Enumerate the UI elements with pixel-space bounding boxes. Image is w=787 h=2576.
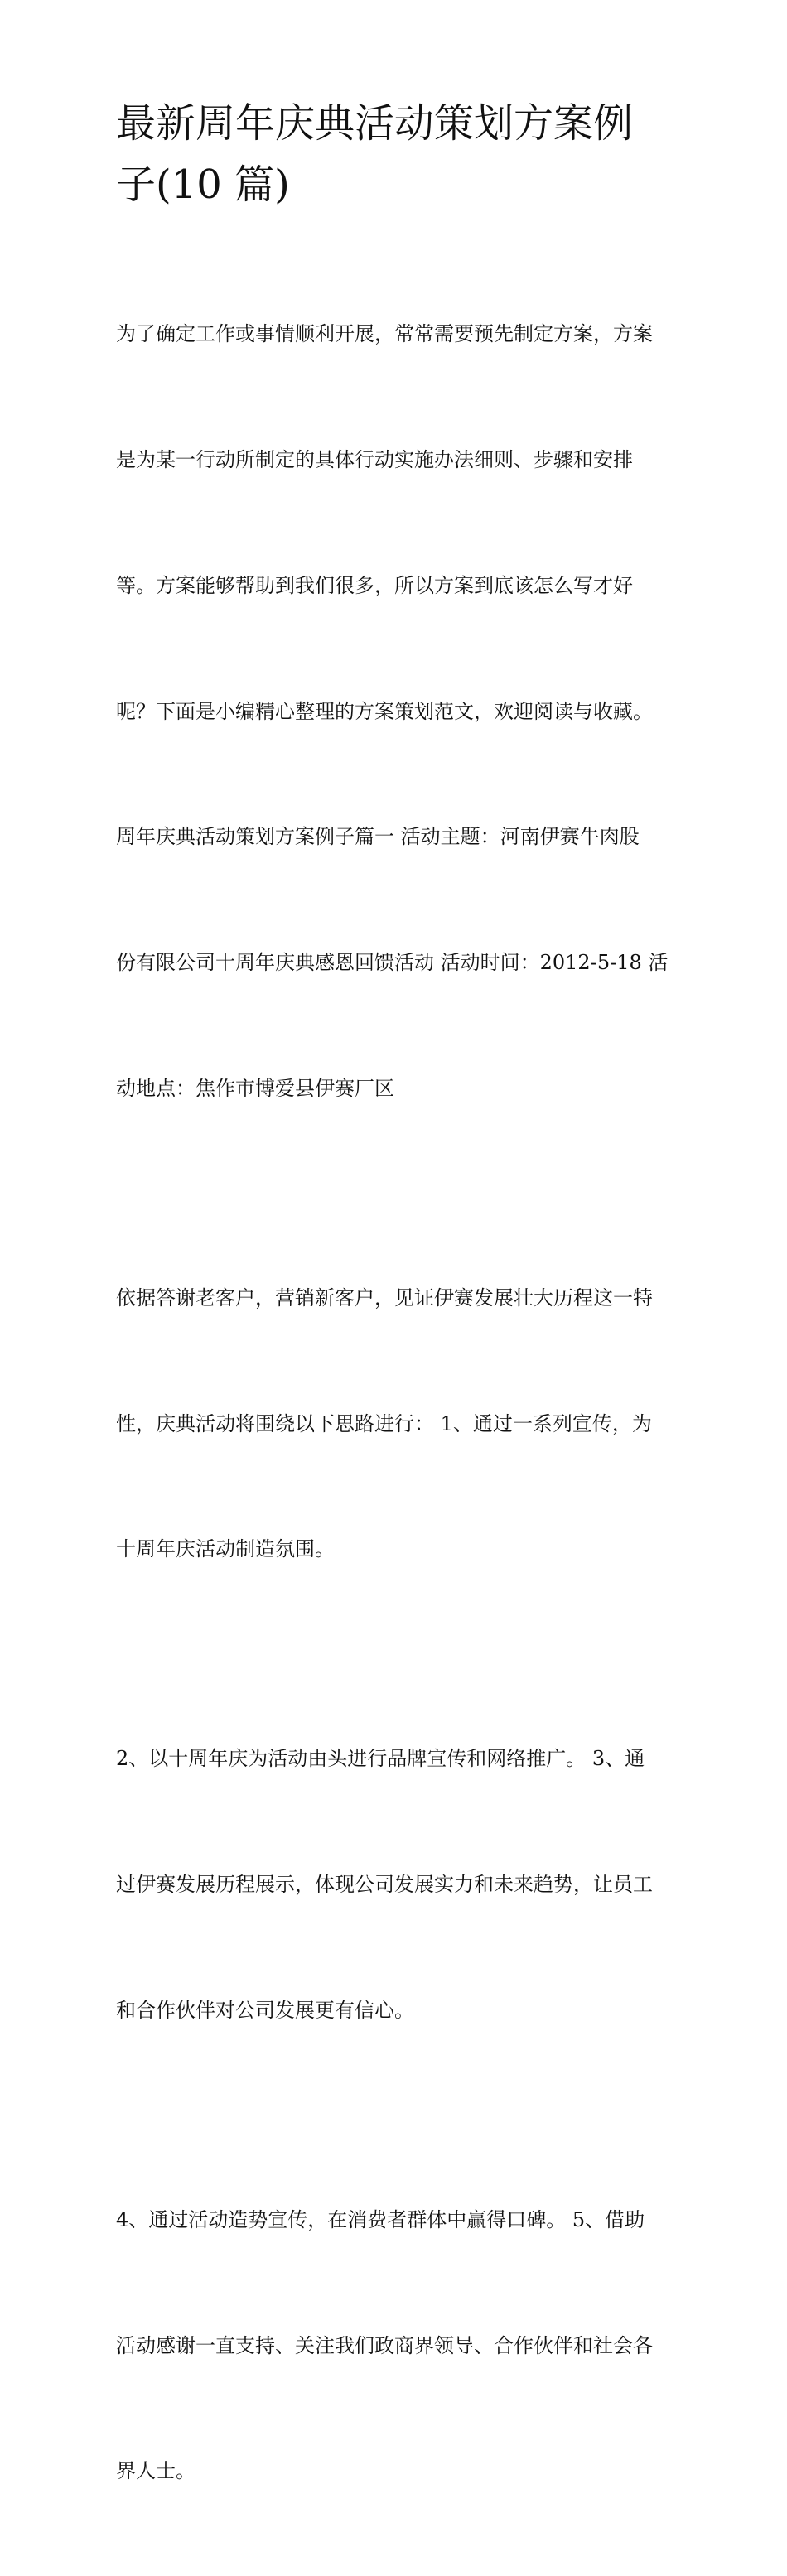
text-line: 等。方案能够帮助到我们很多，所以方案到底该怎么写才好: [116, 573, 633, 597]
paragraph-points-4-5: [116, 2115, 679, 2576]
text-line: 十周年庆活动制造氛围。: [116, 1537, 335, 1561]
text-line: 周年庆典活动策划方案例子篇一 活动主题：河南伊赛牛肉股: [116, 825, 640, 849]
text-line: 界人士。: [116, 2459, 196, 2483]
text-line: 活动感谢一直支持、关注我们政商界领导、合作伙伴和社会各: [116, 2333, 653, 2357]
document-title: [116, 93, 671, 215]
title-line-2: 子(10 篇): [116, 162, 290, 208]
text-line: 4、通过活动造势宣传，在消费者群体中赢得口碑。 5、借助: [116, 2207, 645, 2231]
title-line-1: 最新周年庆典活动策划方案例: [116, 100, 634, 147]
text-line: 2、以十周年庆为活动由头进行品牌宣传和网络推广。 3、通: [116, 1747, 645, 1771]
text-line: 份有限公司十周年庆典感恩回馈活动 活动时间：2012-5-18 活: [116, 951, 669, 975]
text-line: 呢？下面是小编精心整理的方案策划范文，欢迎阅读与收藏。: [116, 699, 653, 723]
paragraph-approach: [116, 1194, 679, 1655]
text-line: 性，庆典活动将围绕以下思路进行： 1、通过一系列宣传，为: [116, 1411, 652, 1435]
text-line: 是为某一行动所制定的具体行动实施办法细则、步骤和安排: [116, 447, 633, 471]
text-line: 动地点：焦作市博爱县伊赛厂区: [116, 1076, 394, 1100]
text-line: 依据答谢老客户，营销新客户，见证伊赛发展壮大历程这一特: [116, 1286, 653, 1310]
text-line: 为了确定工作或事情顺利开展，常常需要预先制定方案，方案: [116, 322, 653, 346]
paragraph-intro: [116, 229, 679, 1194]
document-body: [116, 229, 679, 2576]
text-line: 过伊赛发展历程展示，体现公司发展实力和未来趋势，让员工: [116, 1873, 653, 1897]
text-line: 和合作伙伴对公司发展更有信心。: [116, 1998, 414, 2022]
paragraph-points-2-3: [116, 1654, 679, 2115]
